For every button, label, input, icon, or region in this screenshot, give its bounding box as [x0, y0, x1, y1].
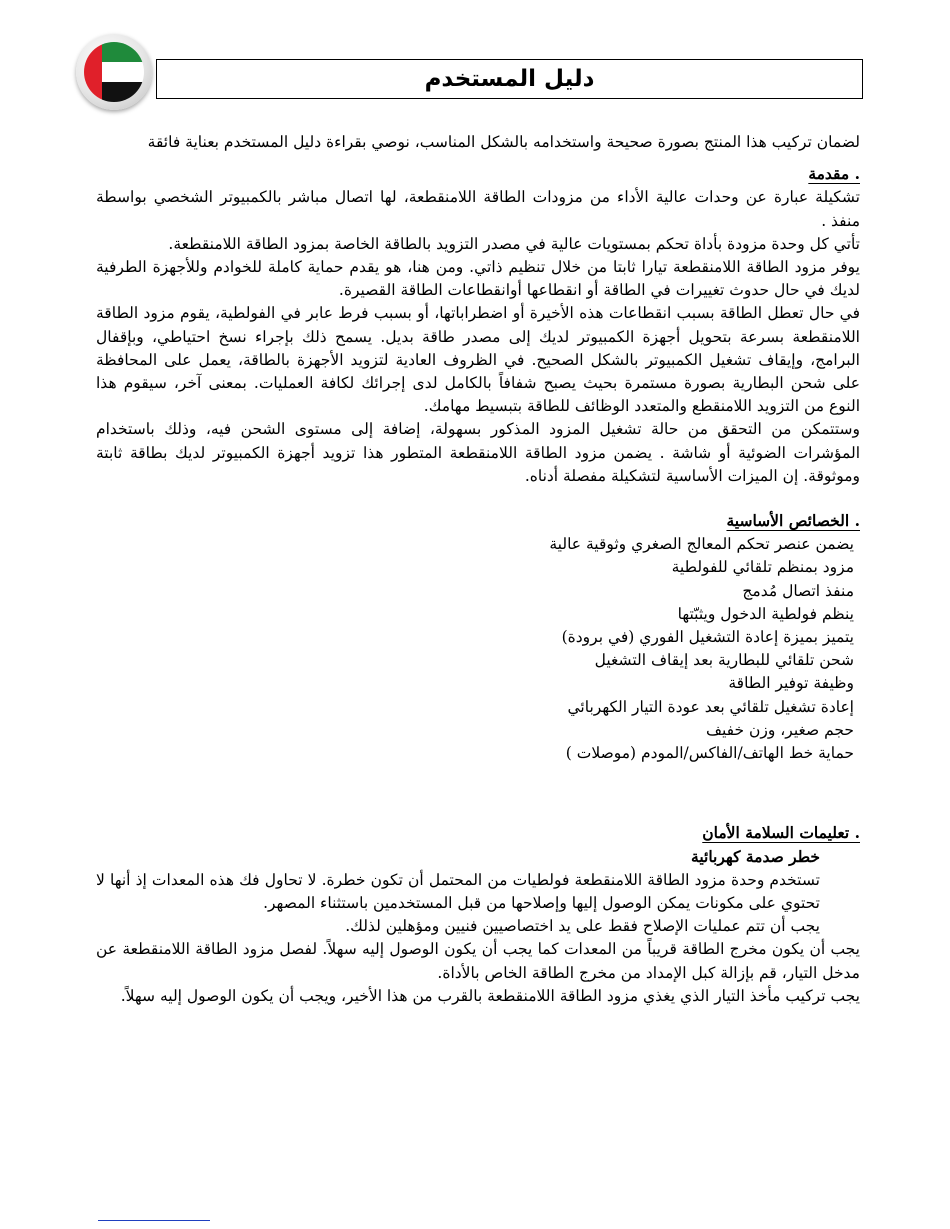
list-item: وظيفة توفير الطاقة — [728, 674, 854, 693]
list-item: يتميز بميزة إعادة التشغيل الفوري (في برودة) — [561, 628, 854, 647]
introduction-heading: . مقدمة — [808, 164, 860, 184]
list-item: حجم صغير، وزن خفيف — [705, 720, 854, 739]
features-list — [96, 533, 854, 765]
intro-paragraph: يوفر مزود الطاقة اللامنقطعة تيارا ثابتا من خلال تنظيم ذاتي. ومن هنا، هو يقدم حماية كاملة للخوادم وللأجهزة الطرفية لديك في حال حدوث تغييرات في الطاقة أو انقطاعها أوانقطاعات الطاقة القصيرة. — [96, 258, 860, 300]
list-item: حماية خط الهاتف/الفاكس/المودم (موصلات ) — [565, 744, 854, 763]
list-item: منفذ اتصال مُدمج — [742, 581, 854, 600]
safety-paragraph: يجب أن تتم عمليات الإصلاح فقط على يد اختصاصيين فنيين ومؤهلين لذلك. — [345, 917, 820, 936]
flag-icon — [84, 42, 144, 102]
list-item: مزود بمنظم تلقائي للفولطية — [671, 558, 854, 577]
list-item: إعادة تشغيل تلقائي بعد عودة التيار الكهربائي — [567, 697, 854, 716]
intro-paragraph: في حال تعطل الطاقة بسبب انقطاعات هذه الأخيرة أو اضطراباتها، أو بسبب فرط عابر في الفولطية، يقوم مزود الطاقة اللامنقطعة بسرعة بتحويل أجهزة الكمبيوتر لديك إلى مصدر طاقة بديل. يسمح ذلك بإجراء نسخ احتياطي، وبإقفال البرامج، وإيقاف تشغيل الكمبيوتر بالشكل الصحيح. في الظروف العادية لتزويد الأجهزة بالطاقة، يعمل على المحافظة على شحن البطارية بصورة مستمرة بحيث يصبح شفافاً بالكامل لدى إجرائك لكافة العمليات. بمعنى آخر، سيقوم هذا النوع من التزويد اللامنقطع والمتعدد الوظائف للطاقة بتبسيط مهامك. — [96, 304, 860, 416]
features-heading: . الخصائص الأساسية — [726, 511, 860, 531]
intro-paragraph: تأتي كل وحدة مزودة بأداة تحكم بمستويات عالية في مصدر التزويد بالطاقة الخاصة بمزود الطاقة اللامنقطعة. — [168, 234, 860, 253]
intro-text: لضمان تركيب هذا المنتج بصورة صحيحة واستخدامه بالشكل المناسب، نوصي بقراءة دليل المستخدم بعناية فائقة — [147, 133, 860, 151]
uae-flag-emblem-icon — [76, 34, 152, 110]
safety-paragraph: يجب أن يكون مخرج الطاقة قريباً من المعدات كما يجب أن يكون الوصول إليه سهلاً. لفصل مزود الطاقة اللامنقطعة عن مدخل التيار، قم بإزالة كبل الإمداد من مخرج الطاقة الخاص بالأداة. — [96, 940, 860, 982]
safety-subheading: خطر صدمة كهربائية — [691, 847, 820, 867]
intro-paragraph: تشكيلة عبارة عن وحدات عالية الأداء من مزودات الطاقة اللامنقطعة، لها اتصال مباشر بالكمبيوتر الشخصي بواسطة منفذ . — [96, 188, 860, 230]
list-item: يضمن عنصر تحكم المعالج الصغري وثوقية عالية — [549, 535, 854, 554]
safety-heading: . تعليمات السلامة الأمان — [702, 823, 860, 843]
intro-paragraph: وستتمكن من التحقق من حالة تشغيل المزود المذكور بسهولة، إضافة إلى مستوى الشحن فيه، وذلك باستخدام المؤشرات الضوئية أو شاشة . يضمن مزود الطاقة اللامنقطعة المتطور هذا تزويد أجهزة الكمبيوتر لديك بطاقة ثابتة وموثوقة. إن الميزات الأساسية لتشكيلة مفصلة أدناه. — [96, 420, 860, 485]
safety-paragraph: يجب تركيب مأخذ التيار الذي يغذي مزود الطاقة اللامنقطعة بالقرب من هذا الأخير، ويجب أن يكون الوصول إليه سهلاً. — [120, 986, 860, 1005]
safety-paragraph: تستخدم وحدة مزود الطاقة اللامنقطعة فولطيات من المحتمل أن تكون خطرة. لا تحاول فك هذه المعدات إذ أنها لا تحتوي على مكونات يمكن الوصول إليها وإصلاحها من قبل المستخدمين باستثناء المصهر. — [96, 870, 820, 912]
document-body — [96, 131, 860, 1008]
title-box — [156, 59, 863, 99]
footnote-separator — [98, 1220, 210, 1221]
list-item: ينظم فولطية الدخول ويثبّتها — [677, 604, 854, 623]
page-title: دليل المستخدم — [424, 66, 595, 92]
list-item: شحن تلقائي للبطارية بعد إيقاف التشغيل — [594, 651, 854, 670]
